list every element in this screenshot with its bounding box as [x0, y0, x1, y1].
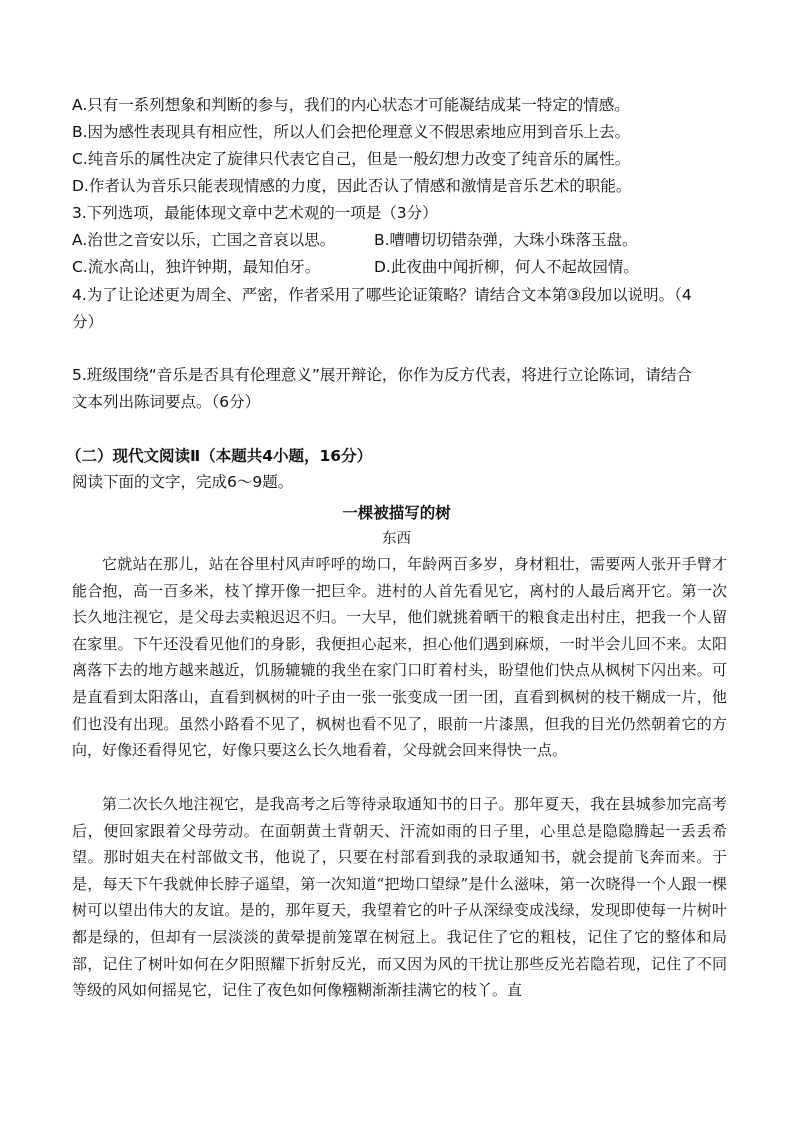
- article-title: 一棵被描写的树: [342, 504, 451, 522]
- option-2a: A.只有一系列想象和判断的参与，我们的内心状态才可能凝结成某一特定的情感。: [72, 96, 630, 114]
- question-3-stem: 3.下列选项，最能体现文章中艺术观的一项是（3分）: [72, 204, 438, 222]
- question-5-line-1: 5.班级围绕“音乐是否具有伦理意义”展开辩论，你作为反方代表，将进行立论陈词，请结合: [72, 366, 692, 384]
- question-3-row-2: [72, 254, 732, 280]
- option-3a: A.治世之音安以乐，亡国之音哀以思。: [72, 231, 336, 249]
- question-4-line-1: 4.为了让论述更为周全、严密，作者采用了哪些论证策略？请结合文本第③段加以说明。（4: [72, 286, 692, 304]
- option-3d: D.此夜曲中闻折柳，何人不起故园情。: [374, 258, 639, 276]
- article-author: 东西: [382, 531, 411, 547]
- option-3b: B.嘈嘈切切错杂弹，大珠小珠落玉盘。: [374, 231, 638, 249]
- option-2b: B.因为感性表现具有相应性，所以人们会把伦理意义不假思索地应用到音乐上去。: [72, 123, 631, 141]
- article-paragraph-2: 第二次长久地注视它，是我高考之后等待录取通知书的日子。那年夏天，我在县城参加完高考后，便回家跟着父母劳动。在面朝黄土背朝天、汗流如雨的日子里，心里总是隐隐腾起一丢丢希望。那时姐夫在村部做文书，他说了，只要在村部看到我的录取通知书，就会提前飞奔而来。于是，每天下午我就伸长脖子遥望，第一次知道“把坳口望绿”是什么滋味，第一次晓得一个人跟一棵树可以望出伟大的友谊。是的，那年夏天，我望着它的叶子从深绿变成浅绿，发现即使每一片树叶都是绿的，但却有一层淡淡的黄晕提前笼罩在树冠上。我记住了它的粗枝，记住了它的整体和局部，记住了树叶如何在夕阳照耀下折射反光，而又因为风的干扰让那些反光若隐若现，记住了不同等级的风如何摇晃它，记住了夜色如何像糨糊渐渐挂满它的枝丫。直: [72, 795, 727, 1000]
- question-4-line-2: 分）: [72, 313, 104, 331]
- question-3-row-1: [72, 227, 732, 253]
- option-2c: C.纯音乐的属性决定了旋律只代表它自己，但是一般幻想力改变了纯音乐的属性。: [72, 150, 631, 168]
- option-3c: C.流水高山，独许钟期，最知伯牙。: [72, 258, 321, 276]
- question-5-line-2: 文本列出陈词要点。（6分）: [72, 393, 261, 411]
- section-heading: （二）现代文阅读Ⅱ（本题共4小题，16分）: [66, 447, 373, 465]
- article-paragraph-1: 它就站在那儿，站在谷里村风声呼呼的坳口，年龄两百多岁，身材粗壮，需要两人张开手臂才能合抱，高一百多米，枝丫撑开像一把巨伞。进村的人首先看见它，离村的人最后离开它。第一次长久地注视它，是父母去卖粮迟迟不归。一大早，他们就挑着晒干的粮食走出村庄，把我一个人留在家里。下午还没看见他们的身影，我便担心起来，担心他们遇到麻烦，一时半会儿回不来。太阳离落下去的地方越来越近，饥肠辘辘的我坐在家门口盯着村头，盼望他们快点从枫树下闪出来。可是直看到太阳落山，直看到枫树的叶子由一张一张变成一团一团，直看到枫树的枝干糊成一片，他们也没有出现。虽然小路看不见了，枫树也看不见了，眼前一片漆黑，但我的目光仍然朝着它的方向，好像还看得见它，好像只要这么长久地看着，父母就会回来得快一点。: [72, 555, 727, 760]
- section-instruction: 阅读下面的文字，完成6～9题。: [72, 473, 294, 491]
- option-2d: D.作者认为音乐只能表现情感的力度，因此否认了情感和激情是音乐艺术的职能。: [72, 177, 632, 195]
